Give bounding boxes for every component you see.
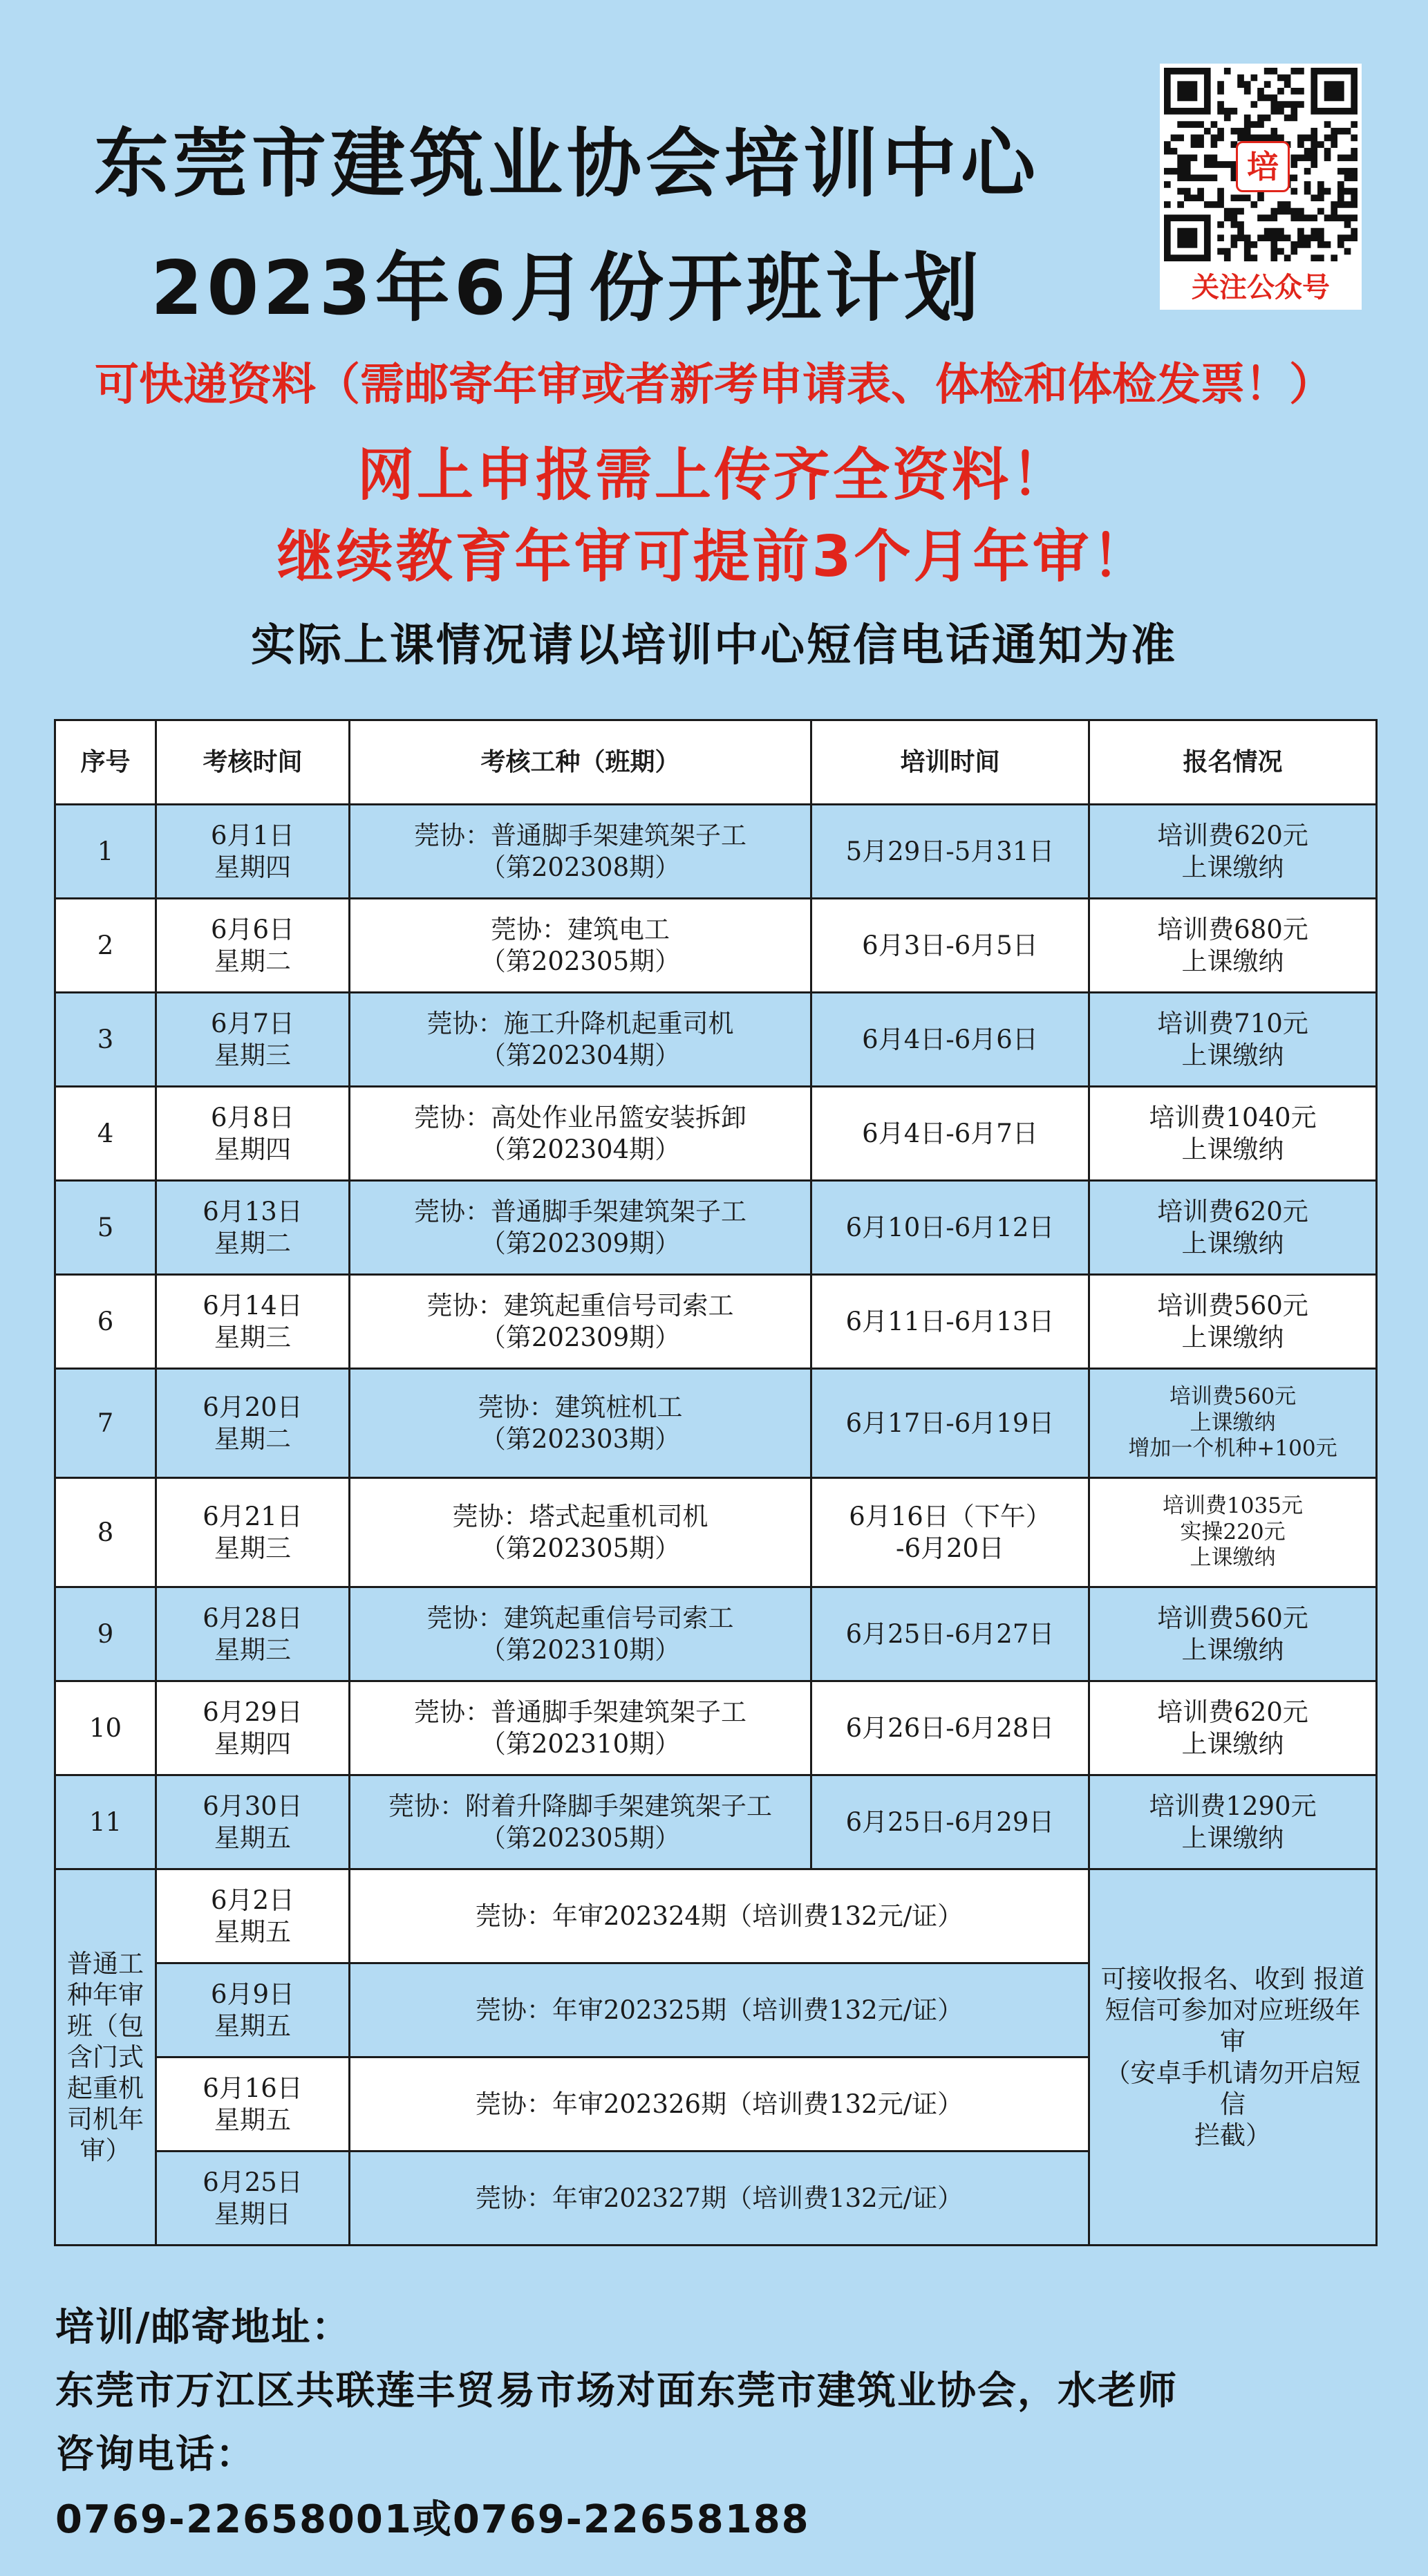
cell-enroll: 培训费620元 上课缴纳 <box>1089 1681 1377 1775</box>
table-row <box>55 805 1377 899</box>
phone-number[interactable]: 0769-22658001或0769-22658188 <box>55 2497 810 2542</box>
cell-enroll: 培训费560元 上课缴纳 <box>1089 1275 1377 1369</box>
annual-date: 6月2日 星期五 <box>156 1869 350 1963</box>
cell-train: 5月29日-5月31日 <box>811 805 1089 899</box>
cell-train: 6月11日-6月13日 <box>811 1275 1089 1369</box>
annual-course: 莞协：年审202327期（培训费132元/证） <box>350 2152 1089 2246</box>
annual-course: 莞协：年审202324期（培训费132元/证） <box>350 1869 1089 1963</box>
cell-enroll: 培训费560元 上课缴纳 <box>1089 1587 1377 1681</box>
notice-sms: 实际上课情况请以培训中心短信电话通知为准 <box>251 620 1177 671</box>
table-row <box>55 1275 1377 1369</box>
annual-course: 莞协：年审202325期（培训费132元/证） <box>350 1963 1089 2057</box>
annual-enroll-note: 可接收报名、收到 报道 短信可参加对应班级年审 （安卓手机请勿开启短信 拦截） <box>1089 1869 1377 2246</box>
cell-enroll: 培训费680元 上课缴纳 <box>1089 899 1377 993</box>
table-row <box>55 1587 1377 1681</box>
qr-label: 关注公众号 <box>1160 265 1362 310</box>
table-header-row <box>55 720 1377 805</box>
annual-date: 6月25日 星期日 <box>156 2152 350 2246</box>
table-row <box>55 1369 1377 1478</box>
cell-no: 6 <box>55 1275 156 1369</box>
cell-train: 6月4日-6月7日 <box>811 1087 1089 1181</box>
cell-enroll: 培训费620元 上课缴纳 <box>1089 805 1377 899</box>
cell-train: 6月3日-6月5日 <box>811 899 1089 993</box>
cell-date: 6月6日 星期二 <box>156 899 350 993</box>
cell-date: 6月29日 星期四 <box>156 1681 350 1775</box>
cell-date: 6月7日 星期三 <box>156 993 350 1087</box>
table-row <box>55 993 1377 1087</box>
cell-date: 6月8日 星期四 <box>156 1087 350 1181</box>
cell-course: 莞协：建筑电工 （第202305期） <box>350 899 811 993</box>
notice-mail: 可快递资料（需邮寄年审或者新考申请表、体检和体检发票！） <box>95 360 1333 411</box>
cell-course: 莞协：普通脚手架建筑架子工 （第202309期） <box>350 1181 811 1275</box>
header-exam-date: 考核时间 <box>156 720 350 805</box>
header-no: 序号 <box>55 720 156 805</box>
qr-code[interactable] <box>1160 64 1362 310</box>
cell-course: 莞协：塔式起重机司机 （第202305期） <box>350 1478 811 1587</box>
cell-enroll: 培训费1290元 上课缴纳 <box>1089 1775 1377 1869</box>
cell-enroll: 培训费1040元 上课缴纳 <box>1089 1087 1377 1181</box>
page-subtitle: 2023年6月份开班计划 <box>151 245 983 332</box>
cell-train: 6月25日-6月27日 <box>811 1587 1089 1681</box>
cell-no: 1 <box>55 805 156 899</box>
header-course: 考核工种（班期） <box>350 720 811 805</box>
cell-course: 莞协：建筑桩机工 （第202303期） <box>350 1369 811 1478</box>
cell-no: 7 <box>55 1369 156 1478</box>
header-enroll: 报名情况 <box>1089 720 1377 805</box>
cell-no: 3 <box>55 993 156 1087</box>
cell-course: 莞协：建筑起重信号司索工 （第202310期） <box>350 1587 811 1681</box>
cell-course: 莞协：普通脚手架建筑架子工 （第202310期） <box>350 1681 811 1775</box>
annual-date: 6月16日 星期五 <box>156 2057 350 2152</box>
cell-enroll: 培训费710元 上课缴纳 <box>1089 993 1377 1087</box>
cell-train: 6月10日-6月12日 <box>811 1181 1089 1275</box>
cell-course: 莞协：施工升降机起重司机 （第202304期） <box>350 993 811 1087</box>
table-row <box>55 1181 1377 1275</box>
annual-date: 6月9日 星期五 <box>156 1963 350 2057</box>
table-row <box>55 1478 1377 1587</box>
cell-date: 6月20日 星期二 <box>156 1369 350 1478</box>
annual-course: 莞协：年审202326期（培训费132元/证） <box>350 2057 1089 2152</box>
qr-center-logo: 培 <box>1236 141 1290 192</box>
cell-train: 6月25日-6月29日 <box>811 1775 1089 1869</box>
notice-annual: 继续教育年审可提前3个月年审！ <box>276 524 1152 590</box>
header-train-time: 培训时间 <box>811 720 1089 805</box>
cell-date: 6月14日 星期三 <box>156 1275 350 1369</box>
cell-no: 2 <box>55 899 156 993</box>
cell-date: 6月28日 星期三 <box>156 1587 350 1681</box>
cell-no: 10 <box>55 1681 156 1775</box>
table-row <box>55 1775 1377 1869</box>
address-text: 东莞市万江区共联莲丰贸易市场对面东莞市建筑业协会，水老师 <box>55 2369 1178 2414</box>
cell-no: 4 <box>55 1087 156 1181</box>
cell-no: 8 <box>55 1478 156 1587</box>
cell-train: 6月26日-6月28日 <box>811 1681 1089 1775</box>
annual-class-label: 普通工 种年审 班（包 含门式 起重机 司机年 审） <box>55 1869 156 2246</box>
cell-enroll: 培训费1035元 实操220元 上课缴纳 <box>1089 1478 1377 1587</box>
page-title: 东莞市建筑业协会培训中心 <box>93 121 1040 207</box>
cell-course: 莞协：附着升降脚手架建筑架子工 （第202305期） <box>350 1775 811 1869</box>
cell-course: 莞协：建筑起重信号司索工 （第202309期） <box>350 1275 811 1369</box>
cell-course: 莞协：普通脚手架建筑架子工 （第202308期） <box>350 805 811 899</box>
cell-train: 6月16日（下午） -6月20日 <box>811 1478 1089 1587</box>
notice-online: 网上申报需上传齐全资料！ <box>357 442 1071 508</box>
cell-date: 6月21日 星期三 <box>156 1478 350 1587</box>
phone-label: 咨询电话： <box>55 2432 256 2477</box>
table-row <box>55 1087 1377 1181</box>
cell-date: 6月13日 星期二 <box>156 1181 350 1275</box>
cell-no: 5 <box>55 1181 156 1275</box>
address-label: 培训/邮寄地址： <box>55 2305 352 2350</box>
cell-enroll: 培训费560元 上课缴纳 增加一个机种+100元 <box>1089 1369 1377 1478</box>
cell-train: 6月17日-6月19日 <box>811 1369 1089 1478</box>
table-row <box>55 899 1377 993</box>
cell-enroll: 培训费620元 上课缴纳 <box>1089 1181 1377 1275</box>
cell-no: 11 <box>55 1775 156 1869</box>
cell-train: 6月4日-6月6日 <box>811 993 1089 1087</box>
annual-row <box>55 1869 1377 1963</box>
cell-date: 6月30日 星期五 <box>156 1775 350 1869</box>
cell-date: 6月1日 星期四 <box>156 805 350 899</box>
cell-no: 9 <box>55 1587 156 1681</box>
cell-course: 莞协：高处作业吊篮安装拆卸 （第202304期） <box>350 1087 811 1181</box>
table-row <box>55 1681 1377 1775</box>
schedule-table <box>54 719 1378 2246</box>
